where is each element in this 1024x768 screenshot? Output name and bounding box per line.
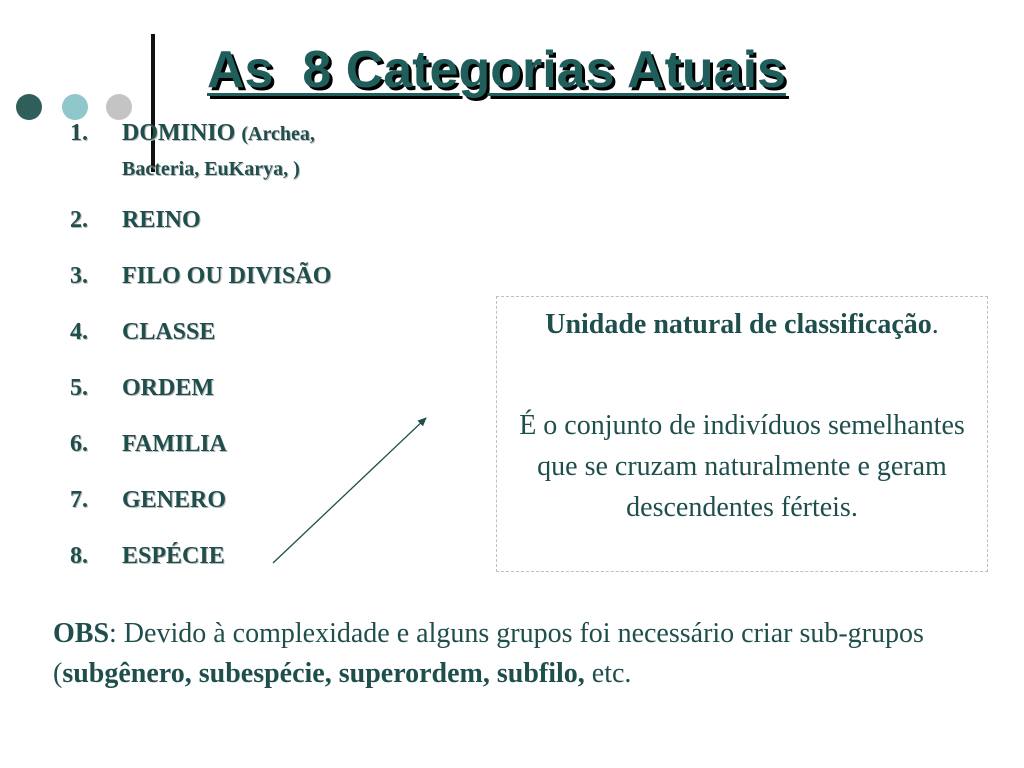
list-item-label: ESPÉCIE bbox=[122, 543, 225, 569]
list-item-number: 3. bbox=[70, 263, 88, 289]
definition-heading bbox=[497, 305, 987, 345]
list-item-number: 7. bbox=[70, 487, 88, 513]
list-item-number: 4. bbox=[70, 319, 88, 345]
list-item-label: CLASSE bbox=[122, 319, 216, 345]
list-item-label-sub: (Archea, bbox=[241, 123, 315, 145]
obs-label: OBS bbox=[53, 618, 110, 649]
list-item-label-main: DOMINIO bbox=[122, 120, 242, 146]
list-item-label: ORDEM bbox=[122, 375, 214, 401]
list-item-number: 8. bbox=[70, 543, 88, 569]
list-item-label: GENERO bbox=[122, 487, 227, 513]
list-item-label: FILO OU DIVISÃO bbox=[122, 263, 332, 289]
obs-note bbox=[53, 614, 1003, 694]
obs-text-bold: subgênero, subespécie, superordem, subfilo, bbox=[62, 658, 585, 689]
list-item-number: 5. bbox=[70, 375, 88, 401]
definition-box bbox=[496, 296, 988, 572]
definition-body: É o conjunto de indivíduos semelhantes que se cruzam naturalmente e geram descendentes férteis. bbox=[519, 410, 965, 523]
list-item-number: 2. bbox=[70, 207, 88, 233]
list-item-label-sub-line2: Bacteria, EuKarya, ) bbox=[122, 158, 300, 180]
obs-text-1: : Devido à complexidade e alguns grupos foi necessário criar sub-grupos ( bbox=[53, 618, 924, 689]
definition-heading-period: . bbox=[931, 309, 939, 340]
list-item-number: 6. bbox=[70, 431, 88, 457]
list-item-number: 1. bbox=[70, 120, 88, 146]
list-item-label: REINO bbox=[122, 207, 201, 233]
list-item-label: FAMILIA bbox=[122, 431, 227, 457]
obs-text-2: etc. bbox=[584, 658, 632, 689]
page-title: As 8 Categorias Atuais bbox=[207, 41, 786, 99]
definition-heading-text: Unidade natural de classificação bbox=[545, 309, 932, 340]
